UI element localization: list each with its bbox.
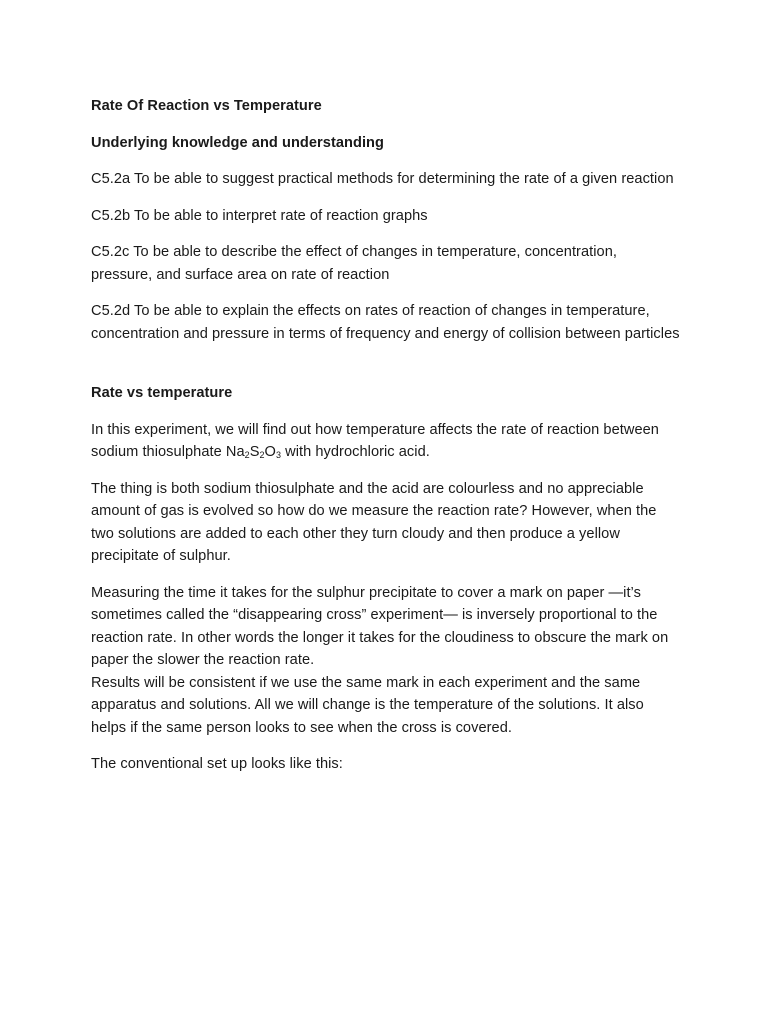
paragraph-measurement-problem: The thing is both sodium thiosulphate and the acid are colourless and no appreciable amount of gas is evolved so how do we measure the reaction rate? However, when the two solutions are added to each other they turn cloudy and then produce a yellow precipitate of sulphur. xyxy=(91,480,657,564)
objective-c5-2b: C5.2b To be able to interpret rate of reaction graphs xyxy=(91,207,428,224)
intro-paragraph xyxy=(91,419,681,464)
formula-subscript: 2 xyxy=(244,450,250,460)
objective-c5-2d: C5.2d To be able to explain the effects on rates of reaction of changes in temperature, concentration and pressure in terms of frequency and energy of collision between particles xyxy=(91,303,680,342)
objective-c5-2c: C5.2c To be able to describe the effect of changes in temperature, concentration, pressure, and surface area on rate of reaction xyxy=(91,244,617,283)
paragraph-setup-intro: The conventional set up looks like this: xyxy=(91,756,343,772)
document-page xyxy=(91,95,681,790)
paragraph-method-part-1: Measuring the time it takes for the sulphur precipitate to cover a mark on paper —it’s sometimes called the “disappearing cross” experiment— is inversely proportional to the reaction rate. In other words the longer it takes for the cloudiness to obscure the mark on paper the slower the reaction rate. xyxy=(91,584,669,668)
objective-c5-2a: C5.2a To be able to suggest practical methods for determining the rate of a given reaction xyxy=(91,171,674,187)
section-subtitle: Underlying knowledge and understanding xyxy=(91,134,384,151)
document-title: Rate Of Reaction vs Temperature xyxy=(91,98,322,114)
chemical-formula xyxy=(226,444,281,460)
section-heading-rate-vs-temperature: Rate vs temperature xyxy=(91,385,233,401)
intro-text-end: with hydrochloric acid. xyxy=(281,444,430,460)
intro-text-start: In this experiment, we will find out how temperature affects the rate of reaction between sodium thiosulphate xyxy=(91,421,659,460)
formula-element-na: Na xyxy=(225,444,245,460)
paragraph-method-part-2: Results will be consistent if we use the same mark in each experiment and the same apparatus and solutions. All we will change is the temperature of the solutions. It also helps if the same person looks to see when the cross is covered. xyxy=(91,674,644,736)
formula-element-o: O xyxy=(264,444,276,460)
paragraph-method xyxy=(91,582,681,740)
formula-element-s: S xyxy=(249,444,260,460)
formula-subscript: 2 xyxy=(259,450,265,460)
formula-subscript: 3 xyxy=(275,450,282,460)
